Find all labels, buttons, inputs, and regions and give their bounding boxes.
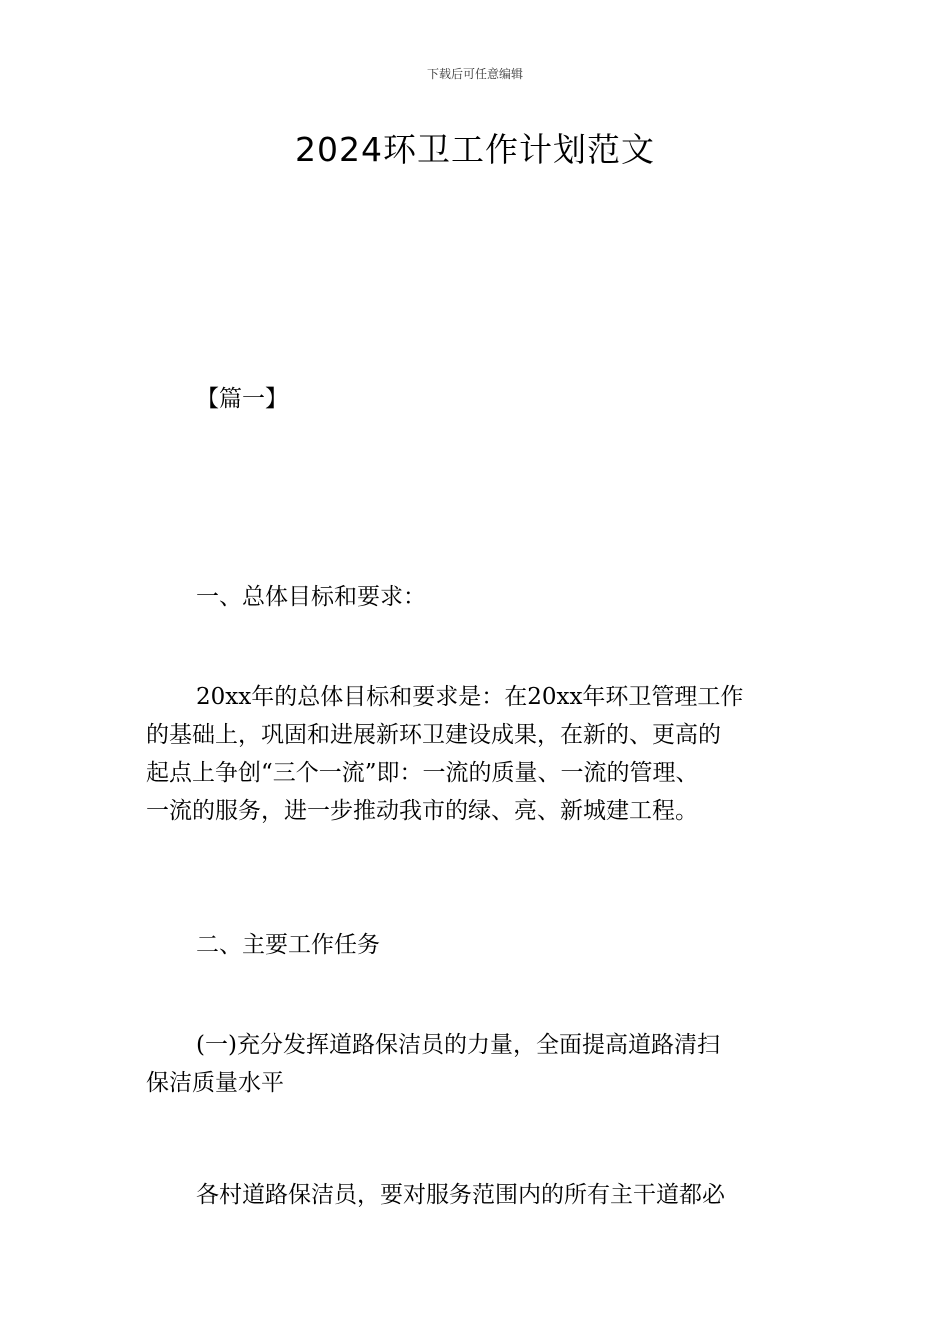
paragraph-goals [146,678,810,830]
paragraph-task-one [146,1026,810,1102]
page-header-note: 下载后可任意编辑 [426,67,523,81]
heading-overall-goals: 一、总体目标和要求： [196,584,426,610]
paragraph-line: 起点上争创“三个一流”即：一流的质量、一流的管理、 [146,760,699,786]
heading-main-tasks: 二、主要工作任务 [196,932,380,958]
paragraph-line: 的基础上，巩固和进展新环卫建设成果，在新的、更高的 [146,722,721,748]
document-title: 2024环卫工作计划范文 [295,130,655,169]
paragraph-road-cleaners: 各村道路保洁员，要对服务范围内的所有主干道都必 [196,1182,725,1208]
paragraph-line: 一流的服务，进一步推动我市的绿、亮、新城建工程。 [146,798,698,824]
paragraph-line: 20xx年的总体目标和要求是：在20xx年环卫管理工作 [196,684,744,710]
paragraph-line: (一)充分发挥道路保洁员的力量，全面提高道路清扫 [196,1032,720,1058]
paragraph-line: 保洁质量水平 [146,1070,284,1096]
section-marker: 【篇一】 [196,386,288,412]
